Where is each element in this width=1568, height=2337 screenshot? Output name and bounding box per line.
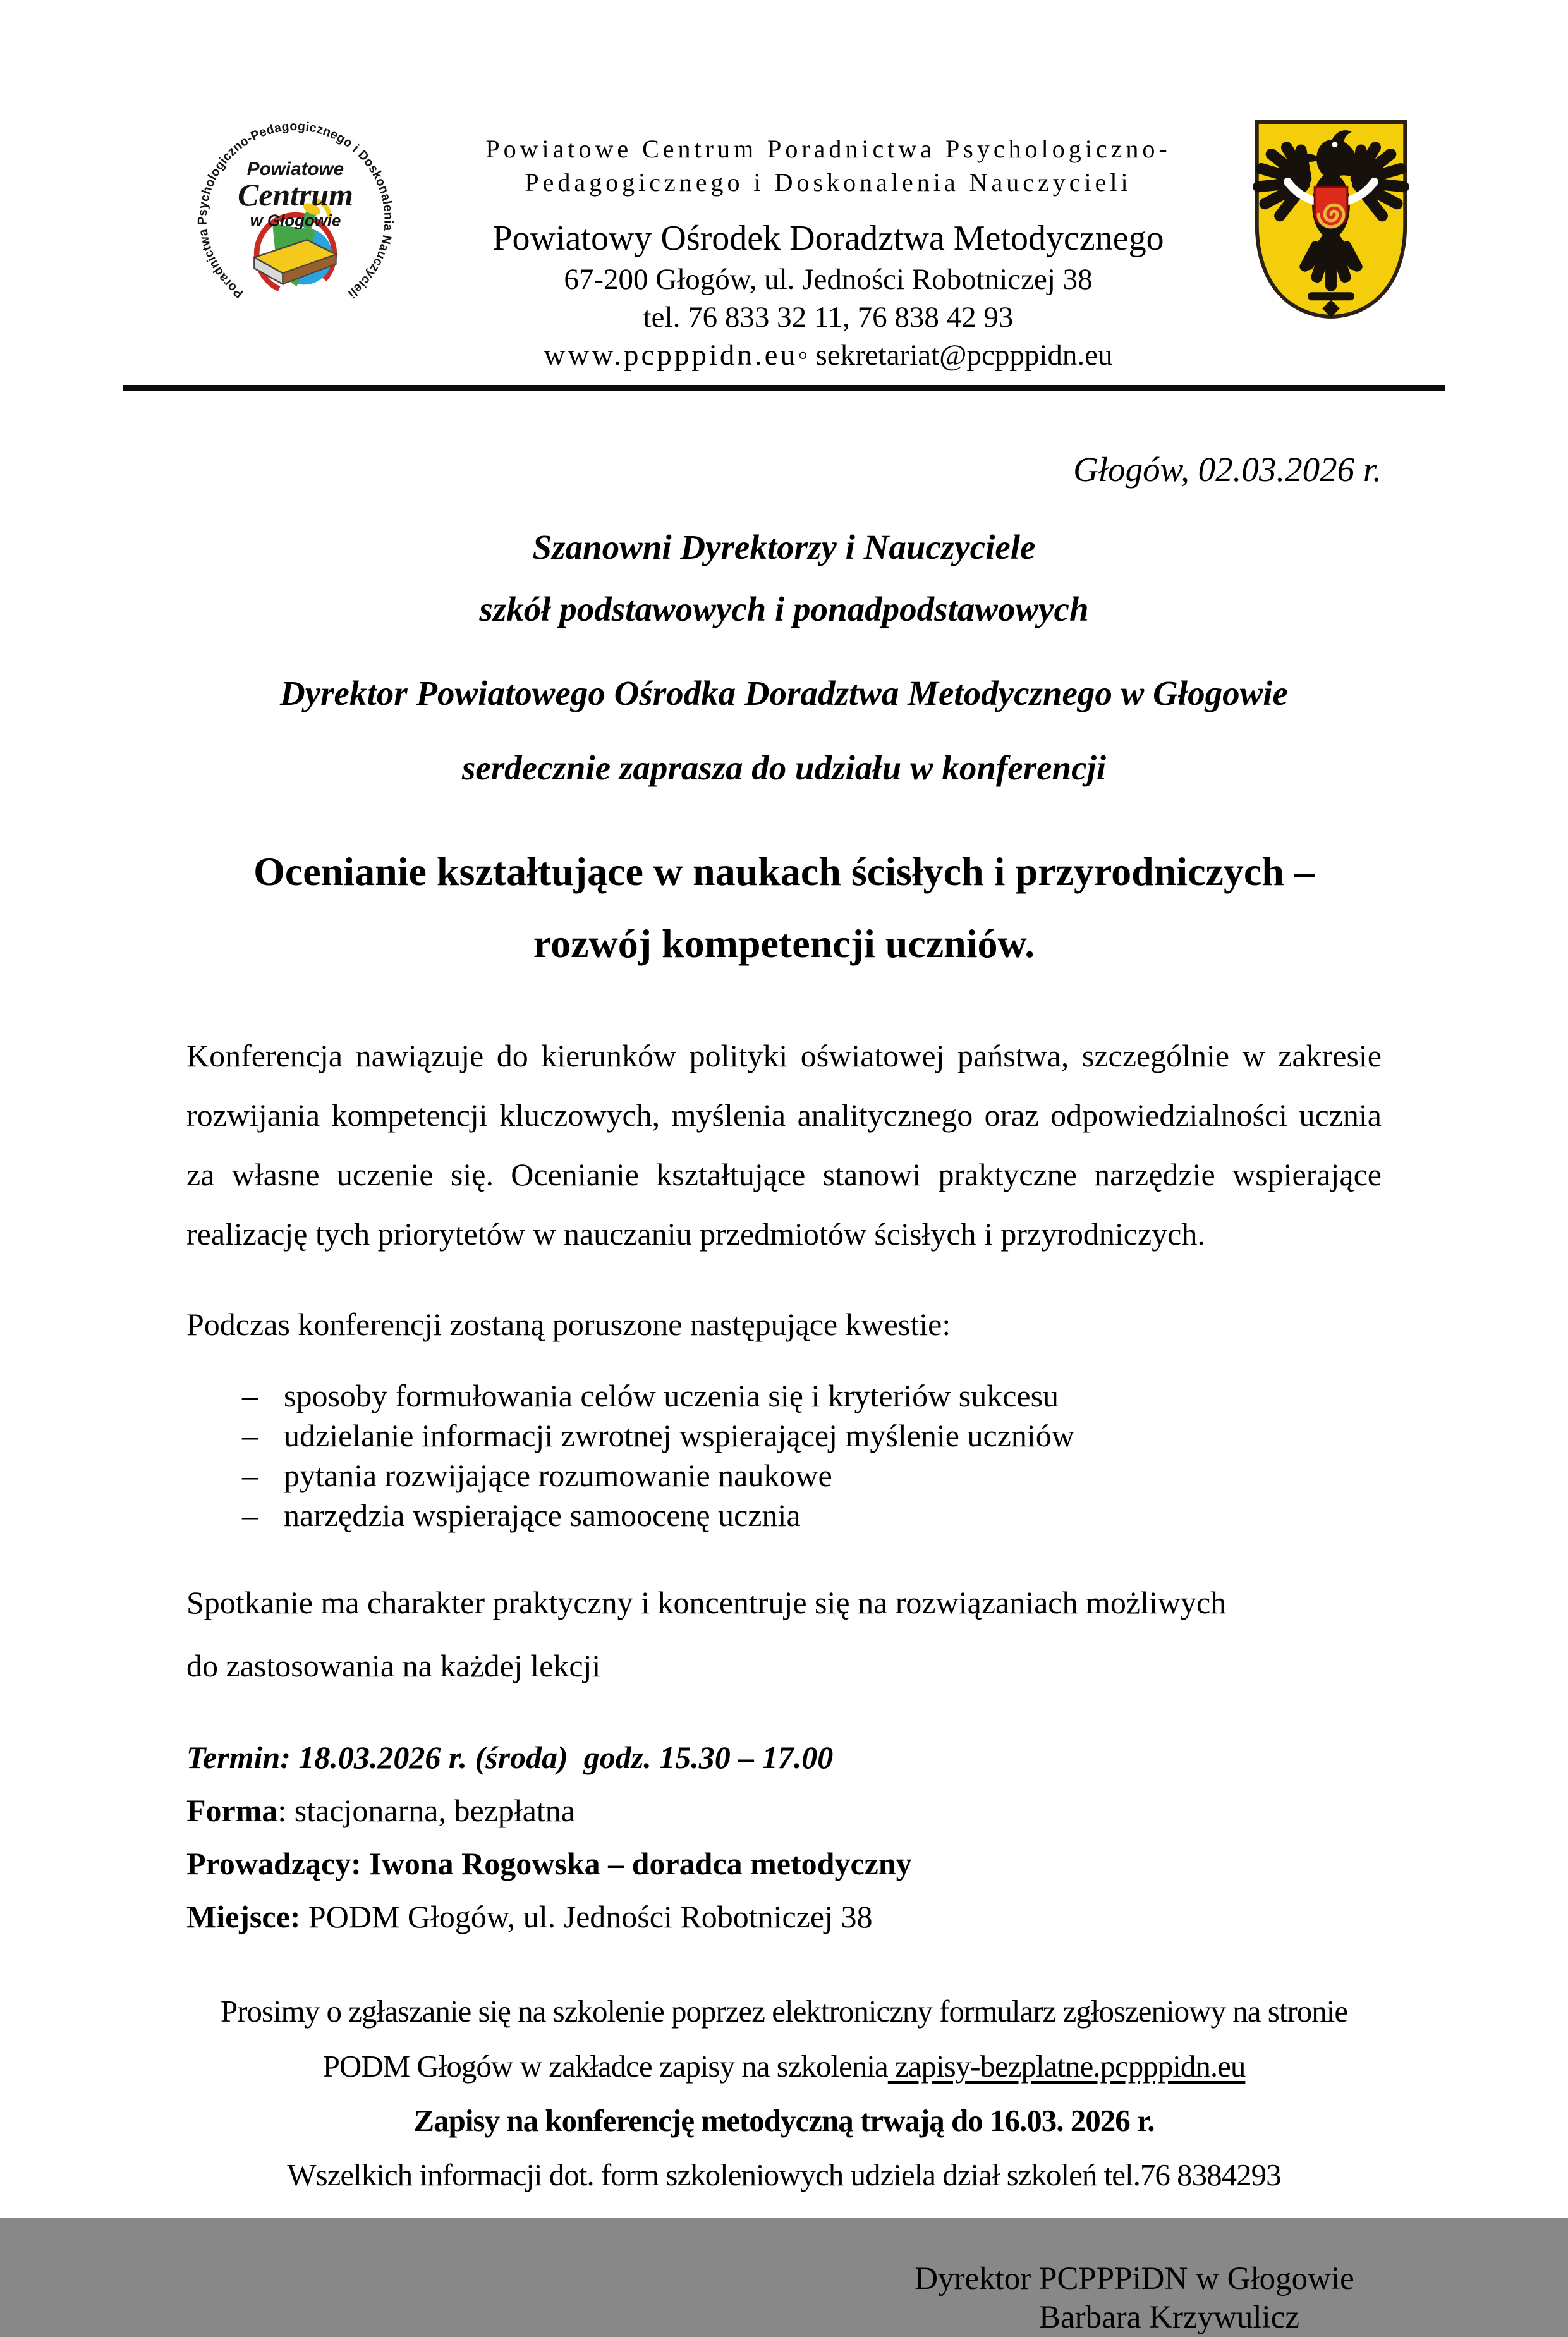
- list-item: [242, 1416, 1382, 1456]
- registration-line1: Prosimy o zgłaszanie się na szkolenie poprzez elektroniczny formularz zgłoszeniowy na stronie: [220, 1994, 1348, 2029]
- eagle-eye: [1332, 142, 1337, 147]
- org-name-line1: Powiatowe Centrum Poradnictwa Psychologiczno-: [485, 135, 1171, 163]
- letterhead: [0, 0, 1568, 375]
- org-phone: tel. 76 833 32 11, 76 838 42 93: [643, 300, 1014, 334]
- event-details: [186, 1739, 1382, 1936]
- signature-block: [787, 2260, 1482, 2337]
- list-item-text: udzielanie informacji zwrotnej wspierającej myślenie uczniów: [284, 1418, 1074, 1454]
- intro-paragraph: Konferencja nawiązuje do kierunków polityki oświatowej państwa, szczególnie w zakresie rozwijania kompetencji kluczowych, myślenia analitycznego oraz odpowiedzialności ucznia za własne uczenie się. Ocenianie kształtujące stanowi praktyczne narzędzie wspierające realizację tych priorytetów w nauczaniu przedmiotów ścisłych i przyrodniczych.: [186, 1038, 1382, 1252]
- detail-forma-value: : stacjonarna, bezpłatna: [277, 1793, 575, 1829]
- registration-contact: Wszelkich informacji dot. form szkoleniowych udziela dział szkoleń tel.76 8384293: [287, 2157, 1281, 2193]
- list-item-text: narzędzia wspierające samoocenę ucznia: [284, 1498, 801, 1534]
- header-divider: [123, 385, 1445, 391]
- org-address: 67-200 Głogów, ul. Jedności Robotniczej 38: [564, 262, 1093, 296]
- org-web-email: [404, 336, 1252, 375]
- org-website: www.pcpppidn.eu: [544, 338, 798, 372]
- org-email: sekretariat@pcpppidn.eu: [815, 338, 1113, 372]
- date-line: Głogów, 02.03.2026 r.: [1073, 450, 1382, 489]
- logo-word-powiatowe: Powiatowe: [246, 158, 344, 180]
- detail-prowadzacy: Prowadzący: Iwona Rogowska – doradca metodyczny: [186, 1846, 912, 1882]
- salutation-line4: serdecznie zaprasza do udziału w konferencji: [461, 748, 1107, 787]
- detail-miejsce-label: Miejsce:: [186, 1899, 301, 1935]
- org-name-line3: Powiatowy Ośrodek Doradztwa Metodycznego: [492, 218, 1164, 258]
- bullet-dash: –: [242, 1378, 258, 1414]
- logo-word-w-glogowie: w Głogowie: [250, 212, 341, 230]
- signature-name: Barbara Krzywulicz: [1038, 2299, 1300, 2335]
- pcpppidn-logo-graphic: [186, 101, 404, 319]
- logo-ring-text: Poradnictwa Psychologiczno-Pedagogicznego i Doskonalenia Nauczycieli: [195, 119, 396, 301]
- letter-body: [0, 451, 1568, 2337]
- conference-title-line2: rozwój kompetencji uczniów.: [533, 920, 1035, 966]
- registration-deadline: Zapisy na konferencję metodyczną trwają do 16.03. 2026 r.: [413, 2102, 1155, 2138]
- list-item-text: pytania rozwijające rozumowanie naukowe: [284, 1458, 832, 1494]
- conference-title-line1: Ocenianie kształtujące w naukach ścisłych i przyrodniczych –: [253, 848, 1315, 894]
- detail-miejsce: [186, 1898, 1382, 1936]
- registration-info: [79, 1994, 1489, 2193]
- salutation-line3: Dyrektor Powiatowego Ośrodka Doradztwa Metodycznego w Głogowie: [280, 673, 1288, 712]
- detail-termin: Termin: 18.03.2026 r. (środa) godz. 15.30 – 17.00: [186, 1740, 834, 1776]
- bullet-dash: –: [242, 1498, 258, 1534]
- list-item-text: sposoby formułowania celów uczenia się i kryteriów sukcesu: [284, 1378, 1059, 1414]
- registration-line2-text: PODM Głogów w zakładce zapisy na szkolenia: [322, 2048, 888, 2084]
- list-item: [242, 1496, 1382, 1535]
- glogow-coat-of-arms: [1252, 119, 1410, 323]
- list-item: [242, 1376, 1382, 1416]
- outro-line2: do zastosowania na każdej lekcji: [186, 1648, 601, 1684]
- web-email-separator: ◦: [798, 338, 816, 372]
- org-name-line2: Pedagogicznego i Doskonalenia Nauczycieli: [525, 168, 1132, 197]
- bullet-dash: –: [242, 1418, 258, 1454]
- list-item: [242, 1456, 1382, 1496]
- coat-of-arms-graphic: [1252, 119, 1410, 320]
- registration-line2: [79, 2049, 1489, 2084]
- signature-role: Dyrektor PCPPPiDN w Głogowie: [915, 2261, 1354, 2297]
- outro-line1: Spotkanie ma charakter praktyczny i koncentruje się na rozwiązaniach możliwych: [186, 1585, 1227, 1621]
- detail-forma: [186, 1792, 1382, 1829]
- agenda-intro: Podczas konferencji zostaną poruszone następujące kwestie:: [186, 1307, 951, 1343]
- agenda-list: [186, 1376, 1382, 1535]
- detail-miejsce-value: PODM Głogów, ul. Jedności Robotniczej 38: [300, 1899, 873, 1935]
- letterhead-text: [404, 107, 1252, 375]
- salutation-line1: Szanowni Dyrektorzy i Nauczyciele: [532, 527, 1036, 566]
- bullet-dash: –: [242, 1458, 258, 1494]
- salutation-line2: szkół podstawowych i ponadpodstawowych: [479, 590, 1089, 628]
- registration-link[interactable]: zapisy-bezplatne.pcpppidn.eu: [887, 2048, 1246, 2084]
- detail-forma-label: Forma: [186, 1793, 278, 1829]
- pcpppidn-logo: [186, 101, 404, 322]
- logo-word-centrum: Centrum: [238, 177, 353, 212]
